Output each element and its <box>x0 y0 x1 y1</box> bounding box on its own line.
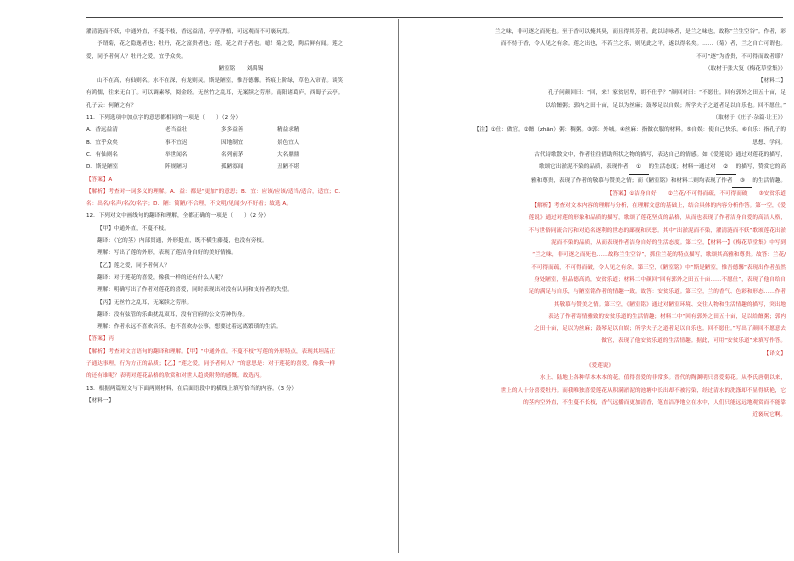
explanation-line: 其敬慕与赞美之情。第三空，《陋室铭》通过对陋室环境、交往人物和生活情趣的描写，突出地 <box>553 301 786 308</box>
understanding: 理解：作者永远不喜欢音乐，也不喜欢办公事，想要过着远离繁琐的生活。 <box>97 324 282 331</box>
understanding: 理解：明确写出了作者对莲花的喜爱，同时表现出对没有认同和支持者的失望。 <box>97 287 293 294</box>
question-11: 11．下列选项中加点字的意思都相同的一项是（ ）（2 分） <box>86 115 242 122</box>
explanation-line: 的还有谁呢？表明对莲花品格的欣赏和对世人趋炎附势的感慨。故选丙。 <box>86 373 266 380</box>
explanation-line: 做官，表现了他安贫乐道的生活情趣。据此，可用“安贫乐道”来填写作答。 <box>601 338 786 345</box>
text-line: 濯清涟而不妖，中通外直，不蔓不枝，香远益清，亭亭净植，可远观而不可亵玩焉。 <box>86 29 293 35</box>
question-12: 12．下列对文中画线句的翻译和理解，全都正确的一项是（ ）（2 分） <box>86 213 270 220</box>
blank-1: ① <box>629 161 649 174</box>
text-line: 兰之味，非可逐之而死也。至于香可以掩其臭，而且得其芳者，此以诗咏者，是兰之味也，故称“兰生空谷”。作者，彩 <box>494 29 786 35</box>
answer-label: 【答案】A <box>86 176 113 183</box>
explanation-line: 【解析】考查对文言语句的翻译和理解。【甲】“中通外直，不蔓不枝”写莲的外形特点，表现其坦荡正 <box>86 348 336 355</box>
blank-3: ③ <box>732 175 752 188</box>
translation-line: 近亵玩它啊。 <box>752 412 786 419</box>
annotation-line: 思想、学问。 <box>752 139 786 146</box>
sentence-b: 【乙】莲之爱，同予者何人？ <box>97 262 170 269</box>
translation-line: 世上的人十分喜爱牡丹。而我唯独喜爱莲花从积满淤泥的池塘中长出却不被污染，经过清水的洗涤却不显得妖艳，它 <box>500 387 786 394</box>
task-line: 歌颂它出淤泥不染的品质，表现作者 ① 的生活态度；材料一通过对 ② 的描写，赞赏它的高 <box>414 161 786 174</box>
explanation-line: 不可得而疏，不可得而破，令人见之有余。第三空，《陋室铭》中“斯是陋室，惟吾德馨”表现出作者虽然 <box>531 264 786 271</box>
translation: 翻译：没有弦管的乐曲扰乱双耳，没有官府的公文劳神伤身。 <box>97 311 249 318</box>
material-label: 【材料一】 <box>86 397 114 404</box>
top-rule <box>86 17 783 18</box>
explanation-line: 名：出名/名声/名次/名字；D．陋：简陋/不合理，不文明/见闻少/不好看；故选 A。 <box>86 201 292 208</box>
question-13: 13．根据两篇短文与下面两则材料，在后面语段中的横线上填写恰当的内容。（3 分） <box>86 385 298 392</box>
explanation-line: “兰之味，非可逐之而死也……故称兰生空谷”，抓住兰花的特点描写，歌颂其高雅和尊贵。故答：兰花/ <box>532 252 786 259</box>
right-column <box>414 26 786 422</box>
option-row: A．香远益清 老当益壮 多多益善 精益求精 <box>86 127 300 134</box>
answer-label: 【答案】①洁身自好 ②兰花/不可得而疏，不可得而破 ③安贫乐道 <box>606 190 786 197</box>
annotation-line: 【注】①仕：做官。②饘（zhān）粥：稠粥。③郭：外城。④丝麻：指做衣服的材料。⑤自娱：使自己快乐。⑥自乐：指孔子的 <box>473 127 786 134</box>
text-line: 以给饘粥；郭内之田十亩，足以为丝麻；鼓琴足以自娱；所学夫子之道者足以自乐也。回不愿仕。” <box>545 102 786 109</box>
text-line: 孔子云：何陋之有？ <box>86 102 137 109</box>
translation-title: 《爱莲说》 <box>586 363 614 370</box>
explanation-line: 表达了作者寄情雅致的安贫乐道的生活情趣；材料二中“回有郭外之田五十亩，足以给饘粥；郭内 <box>548 313 786 320</box>
option-row: B．宜乎众矣 事不宜迟 因地制宜 景色宜人 <box>86 139 300 146</box>
option-row: C．有仙则名 举世闻名 名列前茅 大名鼎鼎 <box>86 151 300 158</box>
option-row: D．斯是陋室 阵规陋习 孤陋寡闻 丑陋不堪 <box>86 164 300 171</box>
task-line: 雅和尊贵，表现了作者的敬慕与赞美之情；而《陋室铭》和材料二则均表现了作者 ③ 的生活情趣。 <box>414 175 786 188</box>
explanation-line: 足的满足与自乐，与陋室铭作者的情趣一致。故答：安贫乐道。第三空，兰的香气、色彩和形态……作者 <box>528 289 786 296</box>
explanation-line: 身处陋室，但品德高尚，安贫乐道；材料二中颜回“回有郭外之田五十亩……不愿仕”，表现了他自给自 <box>534 276 786 283</box>
text-line: 爱，同予者何人？牡丹之爱，宜乎众矣。 <box>86 53 187 60</box>
blank-2: ② <box>716 161 736 174</box>
material-label: 【材料二】 <box>758 78 786 85</box>
left-column <box>86 26 396 407</box>
sentence-a: 【甲】中通外直，不蔓不枝。 <box>97 225 170 232</box>
translation-line: 水上、陆地上各种草本木本的花，值得喜爱的非常多。晋代的陶渊明只喜爱菊花。从李氏唐朝以来， <box>539 375 786 382</box>
explanation-line: 子通达事理，行为方正的品质；【乙】“莲之爱，同予者何人？”的意思是：对于莲花的喜爱，像我一样 <box>86 361 336 368</box>
text-line: 孔子问颜回曰：“回，来！家贫居卑，胡不仕乎？”颜回对曰：“不愿仕。回有郭外之田五十亩，足 <box>547 90 786 97</box>
explanation-line: 不与世俗同流合污和对追名逐利的世态的鄙视和厌恶。其中“出淤泥而不染，濯清涟而不妖”歌颂莲花出淤 <box>528 227 786 234</box>
explanation-line: 之田十亩，足以为丝麻；鼓琴足以自娱；所学夫子之道者足以自乐也。回不愿仕。”写出了颜回不愿意去 <box>534 326 786 333</box>
explanation-line: 泥而不染的品质，从而表现作者洁身自好的生活态度。第二空，【材料一】《梅花草堂集》中写到 <box>551 240 786 247</box>
source-note: （取材于《庄子·杂篇·让王》） <box>712 115 786 122</box>
explanation-line: 【解析】考查对文本内容的理解与分析，在理解文意的基础上，结合具体的内容分析作答。第一空，《爱 <box>531 203 786 210</box>
understanding: 理解：写出了莲的外形，表现了莲洁身自好的美好情操。 <box>97 250 237 257</box>
text-line: 予谓菊，花之隐逸者也；牡丹，花之富贵者也；莲，花之君子者也。噫！菊之爱，陶后鲜有闻。莲之 <box>97 41 344 48</box>
translation: 翻译：对于莲花的喜爱，像我一样的还有什么人呢？ <box>97 274 226 281</box>
text-line: 不可“逐”为香贵，不可得而故者耶？ <box>696 53 786 60</box>
translation-label: 【译文】 <box>763 350 786 357</box>
translation-line: 的茎内空外直，不生蔓不长枝，香气远播而更加清香，笔直洁净地立在水中，人们只能远远地观赏而不能靠 <box>523 399 786 406</box>
explanation-line: 莲说》通过对莲的形象和品质的描写，歌颂了莲花坚贞的品格，从而也表现了作者洁身自爱的高洁人格， <box>528 215 786 222</box>
text-line: 而不恃于香，令人见之有余。莲之出也，不若兰之乐，则见此之平，遂以得名矣。……（菊）者，兰之自亡可谓也。 <box>500 41 786 48</box>
task-line: 古代诗歌散文中，作者往往借助所状之物的描写，表达自己的情感。如《爱莲说》通过对莲花的描写， <box>534 151 786 158</box>
passage-title: 陋室铭 刘禹锡 <box>218 65 264 72</box>
text-line: 山不在高，有仙则名。水不在深，有龙则灵。斯是陋室，惟吾德馨。苔痕上阶绿，草色入帘青。谈笑 <box>97 78 344 85</box>
translation: 翻译：（它的茎）内部贯通，外形挺直，既不横生藤蔓，也没有旁枝。 <box>97 238 268 245</box>
explanation-line: 【解析】考查对一词多义的理解。A．益：都是“更加”的意思；B．宜：应该/应该/适当/适合，适宜；C． <box>86 188 344 195</box>
source-note: （取材于张大复《梅花草堂集》） <box>704 65 786 72</box>
sentence-c: 【丙】无丝竹之乱耳，无案牍之劳形。 <box>97 299 193 306</box>
answer-label: 【答案】丙 <box>86 336 114 343</box>
column-divider <box>398 19 399 553</box>
text-line: 有鸿儒，往来无白丁。可以调素琴，阅金经。无丝竹之乱耳，无案牍之劳形。南阳诸葛庐，西蜀子云亭。 <box>86 90 344 97</box>
